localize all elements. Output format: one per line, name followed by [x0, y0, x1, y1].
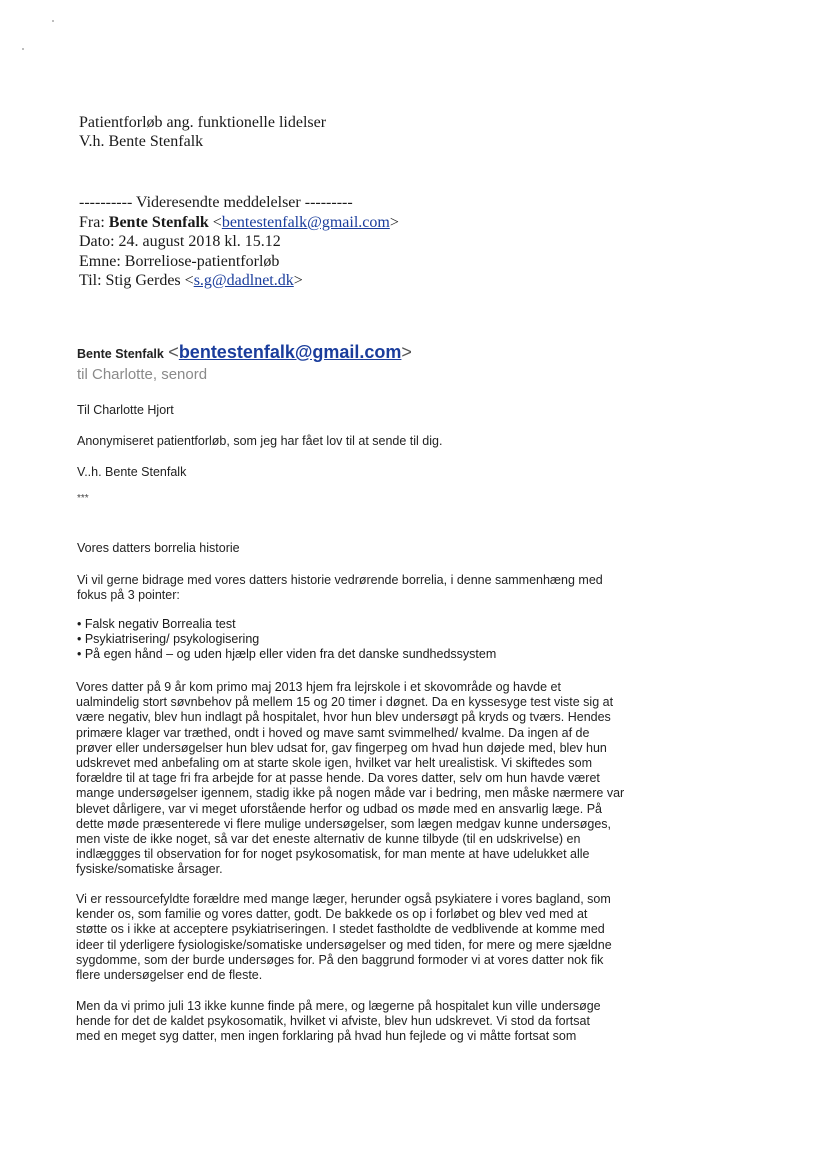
paragraph-line: støtte os i ikke at acceptere psykiatriseringen. I stedet fastholdte de vedblivende at komme med: [76, 922, 605, 937]
paragraph-line: ideer til yderligere fysiologiske/somatiske undersøgelser og med tiden, for mere og mere sjældne: [76, 937, 612, 952]
forward-to: Til: Stig Gerdes <s.g@dadlnet.dk>: [79, 272, 303, 289]
story-paragraph-2: [76, 892, 666, 983]
story-points-list: [77, 617, 496, 663]
paragraph-line: med en meget syg datter, men ingen forklaring på hvad hun fejlede og vi måtte fortsat som: [76, 1029, 577, 1044]
forward-from-label: Fra:: [79, 213, 105, 231]
forward-from-name: Bente Stenfalk: [108, 213, 209, 231]
email-intro: Anonymiseret patientforløb, som jeg har fået lov til at sende til dig.: [77, 434, 443, 448]
email-signoff: V..h. Bente Stenfalk: [77, 465, 187, 479]
paragraph-line: flere undersøgelser end de fleste.: [76, 968, 263, 983]
forward-divider: ---------- Videresendte meddelelser ---------: [79, 194, 353, 211]
paragraph-line: blevet dårligere, var vi meget uforstående herfor og udbad os møde med en ansvarlig læge. På: [76, 801, 602, 816]
email-sender-email-link[interactable]: bentestenfalk@gmail.com: [178, 342, 402, 362]
paragraph-line: kender os, som familie og vores datter, godt. De bakkede os op i forløbet og blev ved med at: [76, 907, 588, 922]
forwarded-message-header: [79, 193, 399, 291]
paragraph-line: primære klager var træthed, ondt i hoved og mave samt svimmelhed/ kvalme. Da ingen af de: [76, 725, 590, 740]
paragraph-line: ualmindelig stort søvnbehov på mellem 15 og 20 timer i døgnet. Da en kyssesyge test viste sig at: [76, 695, 614, 710]
email-sender-name: Bente Stenfalk: [77, 347, 164, 361]
paragraph-line: dette møde præsenterede vi flere mulige undersøgelser, som lægen medgav kunne undersøges,: [76, 816, 612, 831]
paragraph-line: sygdomme, som der burde undersøges for. På den baggrund formoder vi at vores datter nok fik: [76, 952, 604, 967]
section-separator: ***: [77, 493, 89, 504]
paragraph-line: hende for det de kaldet psykosomatik, hvilket vi afviste, blev hun udskrevet. Vi stod da fortsat: [76, 1014, 590, 1029]
paragraph-line: indlæggges til observation for for noget psykosomatisk, for man mente at have udelukket alle: [76, 847, 590, 862]
forward-to-label: Til: Stig Gerdes: [79, 272, 181, 289]
paragraph-line: fysiske/somatiske årsager.: [76, 862, 223, 877]
document-signature: V.h. Bente Stenfalk: [79, 133, 204, 150]
document-header: [79, 113, 326, 151]
email-recipient: til Charlotte, senord: [77, 366, 208, 383]
story-point: • Falsk negativ Borrealia test: [77, 617, 236, 631]
paragraph-line: udskrevet med anbefaling om at starte skole igen, hvilket var helt urealistisk. Vi skiftedes som: [76, 756, 592, 771]
story-paragraph-3: [76, 999, 666, 1045]
paragraph-line: Men da vi primo juli 13 ikke kunne finde på mere, og lægerne på hospitalet kun ville undersøge: [76, 999, 601, 1013]
paragraph-line: være negativ, blev hun indlagt på hospitalet, hvor hun blev undersøgt på kryds og tværs. Hendes: [76, 710, 611, 725]
forward-subject: Emne: Borreliose-patientforløb: [79, 252, 280, 270]
paragraph-line: prøver eller undersøgelser hun blev udsat for, gav fingerpeg om hvad hun døjede med, blev hun: [76, 740, 607, 755]
story-point: • På egen hånd – og uden hjælp eller viden fra det danske sundhedssystem: [77, 647, 497, 662]
paragraph-line: Vi er ressourcefyldte forældre med mange læger, herunder også psykiatere i vores bagland, som: [76, 892, 611, 906]
forward-to-email-link[interactable]: s.g@dadlnet.dk: [193, 272, 294, 289]
forward-from-email-link[interactable]: bentestenfalk@gmail.com: [221, 213, 390, 231]
scan-speck: [52, 20, 54, 22]
scan-speck: [22, 48, 24, 50]
email-sender-line: Bente Stenfalk <bentestenfalk@gmail.com>: [77, 342, 412, 362]
story-point: • Psykiatrisering/ psykologisering: [77, 632, 260, 647]
story-paragraph-1: [76, 680, 666, 878]
story-title: Vores datters borrelia historie: [77, 541, 240, 555]
story-lead-line: Vi vil gerne bidrage med vores datters historie vedrørende borrelia, i denne sammenhæng med: [77, 573, 603, 587]
forward-date: Dato: 24. august 2018 kl. 15.12: [79, 233, 281, 250]
email-greeting: Til Charlotte Hjort: [77, 403, 174, 417]
paragraph-line: mange undersøgelser igennem, stadig ikke på nogen måde var i bedring, men måske nærmere var: [76, 786, 625, 801]
story-lead: [77, 573, 657, 603]
document-title: Patientforløb ang. funktionelle lidelser: [79, 114, 327, 131]
forward-from: Fra: Bente Stenfalk <bentestenfalk@gmail.com>: [79, 213, 399, 231]
paragraph-line: Vores datter på 9 år kom primo maj 2013 hjem fra lejrskole i et skovområde og havde et: [76, 680, 561, 694]
story-lead-line: fokus på 3 pointer:: [77, 588, 180, 603]
paragraph-line: men viste de ikke noget, så var det eneste alternativ de kunne tilbyde (til en udskrivelse) en: [76, 832, 581, 847]
paragraph-line: forældre til at tage fri fra arbejde for at passe hende. Da vores datter, selv om hun havde været: [76, 771, 600, 786]
